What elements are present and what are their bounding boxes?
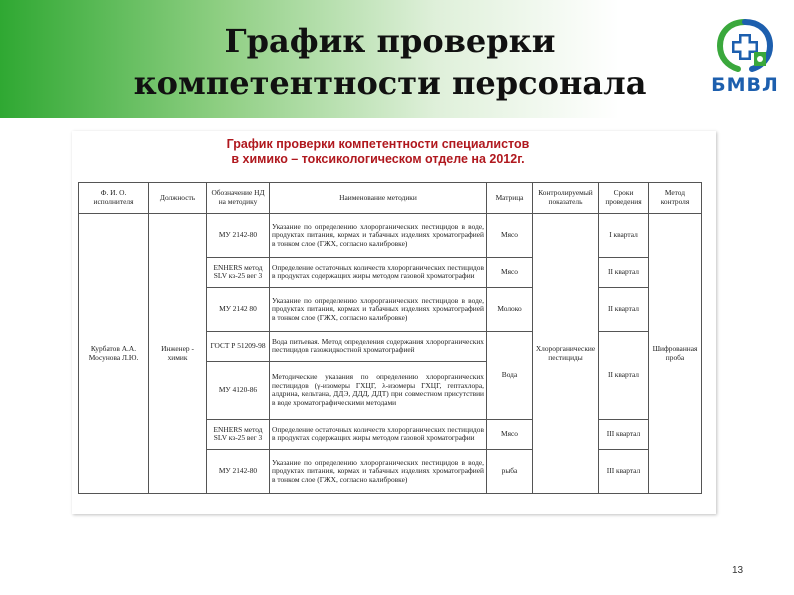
nd-cell: МУ 2142-80 <box>207 449 270 493</box>
schedule-table <box>78 182 702 494</box>
term-cell: II квартал <box>599 258 649 288</box>
header-control-method: Метод контроля <box>649 183 702 214</box>
matrix-cell: Мясо <box>487 420 533 450</box>
term-cell: I квартал <box>599 214 649 258</box>
method-cell: Указание по определению хлорорганических пестицидов в воде, продуктах питания, кормах и табачных изделиях хроматографией в тонком слое (ГЖХ, согласно калибровке) <box>270 214 487 258</box>
position-cell: Инженер - химик <box>149 214 207 494</box>
header-method-name: Наименование методики <box>270 183 487 214</box>
term-cell: II квартал <box>599 331 649 419</box>
term-cell: III квартал <box>599 420 649 450</box>
method-cell: Указание по определению хлорорганических пестицидов в воде, продуктах питания, кормах и табачных изделиях хроматографией в тонком слое (ГЖХ, согласно калибровке) <box>270 287 487 331</box>
term-cell: III квартал <box>599 449 649 493</box>
page-number: 13 <box>732 565 744 576</box>
matrix-cell: Молоко <box>487 287 533 331</box>
matrix-cell: рыба <box>487 449 533 493</box>
logo-emblem-icon <box>710 18 780 74</box>
slide-title <box>60 20 720 104</box>
matrix-cell: Вода <box>487 331 533 419</box>
nd-cell: ENHERS метод SLV кз-25 вег 3 <box>207 420 270 450</box>
header-matrix: Матрица <box>487 183 533 214</box>
logo-text: БМВЛ <box>711 74 779 96</box>
term-cell: II квартал <box>599 287 649 331</box>
matrix-cell: Мясо <box>487 214 533 258</box>
header-indicator: Контролируемый показатель <box>533 183 599 214</box>
document-title-line2: в химико – токсикологическом отделе на 2012г. <box>231 152 525 166</box>
person-cell: Курбатов А.А. Мосунова Л.Ю. <box>79 214 149 494</box>
document-title <box>98 137 658 167</box>
method-cell: Методические указания по определению хлорорганических пестицидов (γ-изомеры ГХЦГ, λ-изомеры ГХЦГ, гептахлора, алдрина, кельтана, ДДЭ, ДДД, ДДТ) при совместном присутствии в воде хроматографическими методами <box>270 361 487 419</box>
control-method-cell: Шифрованная проба <box>649 214 702 494</box>
method-cell: Вода питьевая. Метод определения содержания хлорорганических пестицидов газожидкостной хроматографией <box>270 331 487 361</box>
nd-cell: МУ 2142 80 <box>207 287 270 331</box>
table-row <box>79 214 702 258</box>
nd-cell: МУ 2142-80 <box>207 214 270 258</box>
table-header-row <box>79 183 702 214</box>
nd-cell: МУ 4120-86 <box>207 361 270 419</box>
indicator-cell: Хлорорганические пестициды <box>533 214 599 494</box>
document-title-line1: График проверки компетентности специалистов <box>226 137 530 151</box>
nd-cell: ГОСТ Р 51209-98 <box>207 331 270 361</box>
matrix-cell: Мясо <box>487 258 533 288</box>
method-cell: Указание по определению хлорорганических пестицидов в воде, продуктах питания, кормах и табачных изделиях хроматографией в тонком слое (ГЖХ, согласно калибровке) <box>270 449 487 493</box>
method-cell: Определение остаточных количеств хлорорганических пестицидов в продуктах содержащих жиры методом газовой хроматографии <box>270 420 487 450</box>
slide-title-line1: График проверки <box>224 22 556 60</box>
slide-title-line2: компетентности персонала <box>133 64 647 102</box>
header-terms: Сроки проведения <box>599 183 649 214</box>
bmvl-logo <box>710 18 780 108</box>
header-position: Должность <box>149 183 207 214</box>
method-cell: Определение остаточных количеств хлорорганических пестицидов в продуктах содержащих жиры методом газовой хроматографии <box>270 258 487 288</box>
slide-header <box>0 0 794 118</box>
nd-cell: ENHERS метод SLV кз-25 вег 3 <box>207 258 270 288</box>
header-fio: Ф. И. О. исполнителя <box>79 183 149 214</box>
header-designation: Обозначение НД на методику <box>207 183 270 214</box>
